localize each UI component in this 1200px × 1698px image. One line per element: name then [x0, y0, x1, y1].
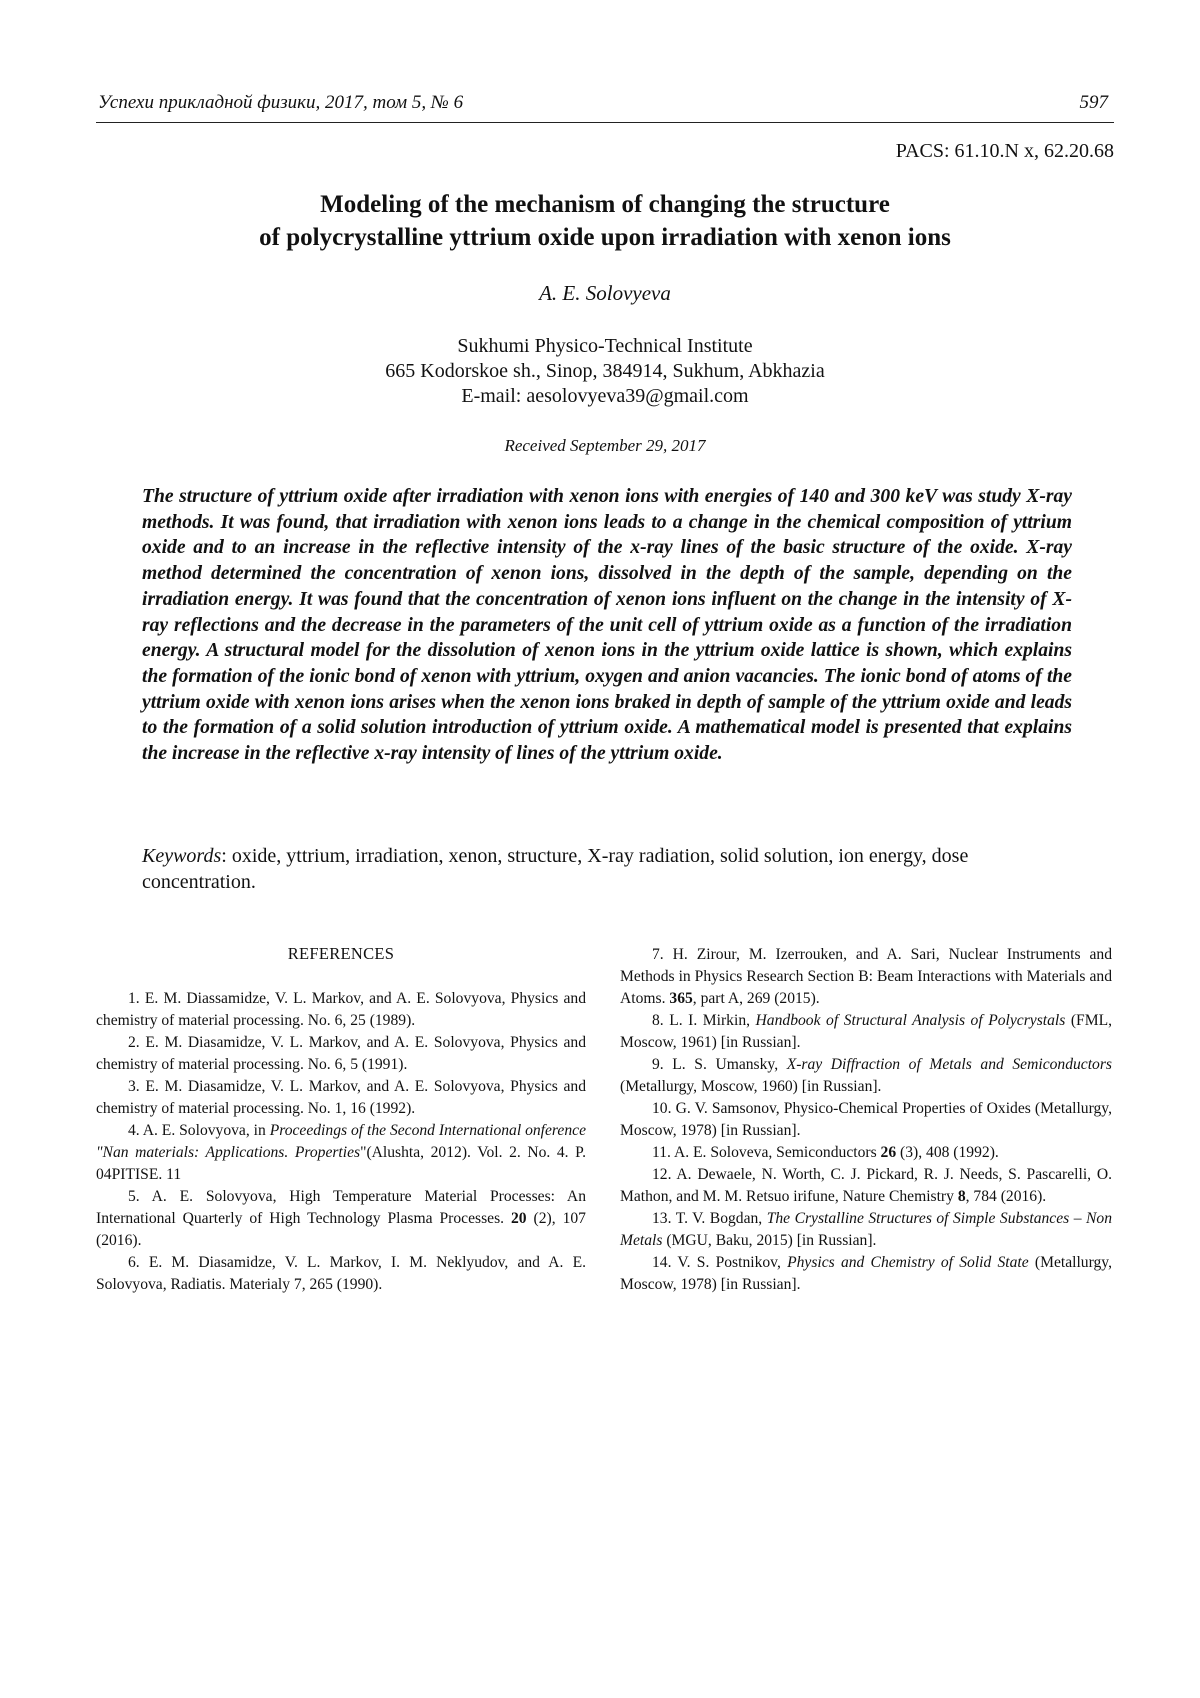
institute-name: Sukhumi Physico-Technical Institute [457, 335, 753, 357]
abstract-text: The structure of yttrium oxide after irradiation with xenon ions with energies of 140 and 300 keV was study X-ray methods. It was found, that irradiation with xenon ions leads to a change in the chemical composition of yttrium oxide and to an increase in the reflective intensity of the x-ray lines of the basic structure of the oxide. X-ray method determined the concentration of xenon ions, dissolved in the depth of the sample, depending on the irradiation energy. It was found that the concentration of xenon ions influent on the change in the intensity of X-ray reflections and the decrease in the parameters of the unit cell of yttrium oxide as a function of the irradiation energy. A structural model for the dissolution of xenon ions in the yttrium oxide lattice is shown, which explains the formation of the ionic bond of xenon with yttrium, oxygen and anion vacancies. The ionic bond of atoms of the yttrium oxide with xenon ions arises when the xenon ions braked in depth of sample of the yttrium oxide and leads to the formation of a solid solution introduction of yttrium oxide. A mathematical model is presented that explains the increase in the reflective x-ray intensity of lines of the yttrium oxide. [142, 486, 1072, 765]
reference-4: 4. A. E. Solovyova, in Proceedings of the Second International onference "Nan materials: Applications. Properties"(Alushta, 2012). Vol. 2. No. 4. P. 04PITISE. 11 [96, 1122, 586, 1183]
received-date: Received September 29, 2017 [504, 436, 706, 455]
reference-3: 3. E. M. Diasamidze, V. L. Markov, and A. E. Solovyova, Physics and chemistry of material processing. No. 1, 16 (1992). [96, 1078, 586, 1117]
journal-citation: Успехи прикладной физики, 2017, том 5, № 6 [98, 92, 464, 113]
reference-8: 8. L. I. Mirkin, Handbook of Structural Analysis of Polycrystals (FML, Moscow, 1961) [in Russian]. [620, 1012, 1112, 1051]
reference-2: 2. E. M. Diasamidze, V. L. Markov, and A. E. Solovyova, Physics and chemistry of material processing. No. 6, 5 (1991). [96, 1034, 586, 1073]
references-column-right [620, 944, 1112, 1296]
pacs-codes: PACS: 61.10.N x, 62.20.68 [895, 140, 1114, 162]
reference-6: 6. E. M. Diasamidze, V. L. Markov, I. M. Neklyudov, and A. E. Solovyova, Radiatis. Materialy 7, 265 (1990). [96, 1254, 586, 1293]
reference-5: 5. A. E. Solovyova, High Temperature Material Processes: An International Quarterly of High Technology Plasma Processes. 20 (2), 107 (2016). [96, 1188, 586, 1249]
reference-11: 11. A. E. Soloveva, Semiconductors 26 (3), 408 (1992). [652, 1144, 999, 1161]
references-heading: REFERENCES [287, 944, 395, 963]
reference-13: 13. T. V. Bogdan, The Crystalline Structures of Simple Substances – Non Metals (MGU, Baku, 2015) [in Russian]. [620, 1210, 1112, 1249]
references-column-left [96, 988, 586, 1296]
reference-7: 7. H. Zirour, M. Izerrouken, and A. Sari, Nuclear Instruments and Methods in Physics Research Section B: Beam Interactions with Materials and Atoms. 365, part A, 269 (2015). [620, 946, 1112, 1007]
keywords-label: Keywords [142, 845, 222, 867]
institute-address: 665 Kodorskoe sh., Sinop, 384914, Sukhum, Abkhazia [385, 360, 825, 382]
reference-12: 12. A. Dewaele, N. Worth, C. J. Pickard, R. J. Needs, S. Pascarelli, O. Mathon, and M. M. Retsuo irifune, Nature Chemistry 8, 784 (2016). [620, 1166, 1112, 1205]
title-line-1: Modeling of the mechanism of changing the structure [320, 191, 890, 218]
page-number: 597 [1079, 92, 1108, 113]
affiliation-block [100, 334, 1110, 409]
keywords-list: : oxide, yttrium, irradiation, xenon, structure, X-ray radiation, solid solution, ion energy, dose concentration. [142, 845, 969, 893]
title-line-2: of polycrystalline yttrium oxide upon irradiation with xenon ions [259, 224, 951, 251]
author-name: A. E. Solovyeva [539, 281, 671, 305]
reference-9: 9. L. S. Umansky, X-ray Diffraction of Metals and Semiconductors (Metallurgy, Moscow, 1960) [in Russian]. [620, 1056, 1112, 1095]
paper-title [100, 188, 1110, 254]
author-email: E-mail: aesolovyeva39@gmail.com [461, 385, 749, 407]
keywords-block [142, 843, 1072, 895]
reference-10: 10. G. V. Samsonov, Physico-Chemical Properties of Oxides (Metallurgy, Moscow, 1978) [in Russian]. [620, 1100, 1112, 1139]
reference-1: 1. E. M. Diassamidze, V. L. Markov, and A. E. Solovyova, Physics and chemistry of material processing. No. 6, 25 (1989). [96, 990, 586, 1029]
running-header [96, 92, 1114, 123]
reference-14: 14. V. S. Postnikov, Physics and Chemistry of Solid State (Metallurgy, Moscow, 1978) [in Russian]. [620, 1254, 1112, 1293]
